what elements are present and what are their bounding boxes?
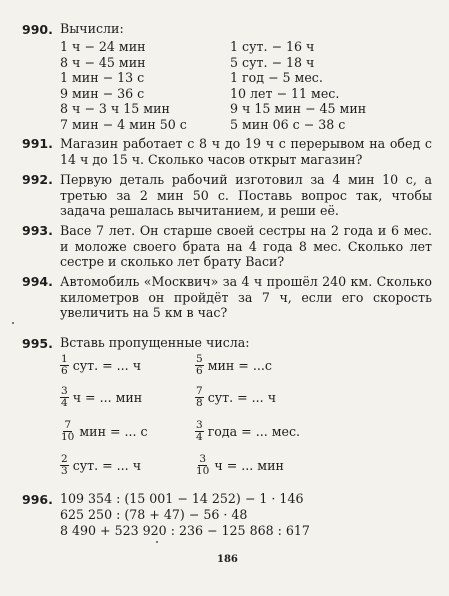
fraction-text: сут. = ... ч [72,358,142,373]
problem-993-text: Васе 7 лет. Он старше своей сестры на 2 года и 6 мес. и моложе своего брата на 4 года 8 мес. Сколько лет сестре и сколько лет брату Васи? [60,223,432,270]
fraction-item [60,354,141,377]
problem-994-text: Автомобиль «Москвич» за 4 ч прошёл 240 км. Сколько километров он пройдёт за 7 ч, если его скорость увеличить на 5 км в час? [60,274,432,321]
problem-991-number: 991. [22,136,53,151]
denominator: 3 [61,465,68,477]
denominator: 10 [61,431,75,443]
fraction-text: года = ... мес. [207,424,301,439]
fraction-item [195,386,276,409]
expression: 625 250 : (78 + 47) − 56 · 48 [60,507,248,522]
problem-993 [22,223,432,270]
problem-995-number: 995. [22,336,53,351]
denominator: 8 [196,397,203,409]
expression: 10 лет − 11 мес. [230,85,340,101]
problem-991-text: Магазин работает с 8 ч до 19 ч с перерывом на обед с 14 ч до 15 ч. Сколько часов открыт магазин? [60,136,432,167]
problem-990-right-column [230,39,366,133]
fraction-item [60,454,141,477]
expression: 9 мин − 36 с [60,85,145,101]
problem-992-number: 992. [22,172,53,187]
expression: 1 год − 5 мес. [230,70,323,86]
problem-991 [22,136,432,167]
fraction-text: мин = ... с [79,424,148,439]
numerator: 3 [199,453,207,465]
numerator: 3 [61,385,68,397]
problem-995-title: Вставь пропущенные числа: [60,335,250,350]
fraction-text: ч = ... мин [214,458,284,473]
numerator: 7 [196,385,203,397]
denominator: 6 [61,365,68,377]
fraction-item [195,354,272,377]
expression: 8 490 + 523 920 : 236 − 125 868 : 617 [60,523,310,538]
numerator: 7 [64,419,72,431]
fraction-item [195,420,300,443]
expression: 1 мин − 13 с [60,70,145,86]
problem-994 [22,274,432,321]
fraction-item [60,386,142,409]
fraction-text: мин = ...с [207,358,272,373]
expression: 109 354 : (15 001 − 14 252) − 1 · 146 [60,491,304,506]
page-number: 186 [217,554,238,565]
numerator: 5 [196,353,203,365]
expression: 5 мин 06 с − 38 с [230,116,346,132]
numerator: 1 [61,353,68,365]
numerator: 2 [61,453,68,465]
problem-994-number: 994. [22,274,53,289]
problem-990-title: Вычисли: [60,21,124,36]
problem-993-number: 993. [22,223,53,238]
expression: 5 сут. − 18 ч [230,54,315,70]
fraction-item [60,420,148,443]
denominator: 10 [196,465,210,477]
denominator: 4 [196,431,203,443]
expression: 8 ч − 3 ч 15 мин [60,101,170,117]
fraction-text: сут. = ... ч [72,458,142,473]
print-speck [156,541,158,543]
expression: 1 ч − 24 мин [60,39,146,54]
expression: 9 ч 15 мин − 45 мин [230,101,367,117]
problem-990-left-column [60,39,187,133]
numerator: 3 [196,419,203,431]
print-speck [12,322,14,324]
expression: 8 ч − 45 мин [60,54,146,70]
problem-996-number: 996. [22,492,53,507]
problem-990-number: 990. [22,22,53,37]
problem-992 [22,172,432,219]
fraction-text: сут. = ... ч [207,390,277,405]
expression: 1 сут. − 16 ч [230,39,315,54]
denominator: 4 [61,397,68,409]
fraction-text: ч = ... мин [72,390,143,405]
problem-992-text: Первую деталь рабочий изготовил за 4 мин 10 с, а третью за 2 мин 50 с. Поставь вопрос так, чтобы задача решалась вычитанием, и реши её. [60,172,432,219]
expression: 7 мин − 4 мин 50 с [60,116,187,132]
denominator: 6 [196,365,203,377]
fraction-item [195,454,284,477]
